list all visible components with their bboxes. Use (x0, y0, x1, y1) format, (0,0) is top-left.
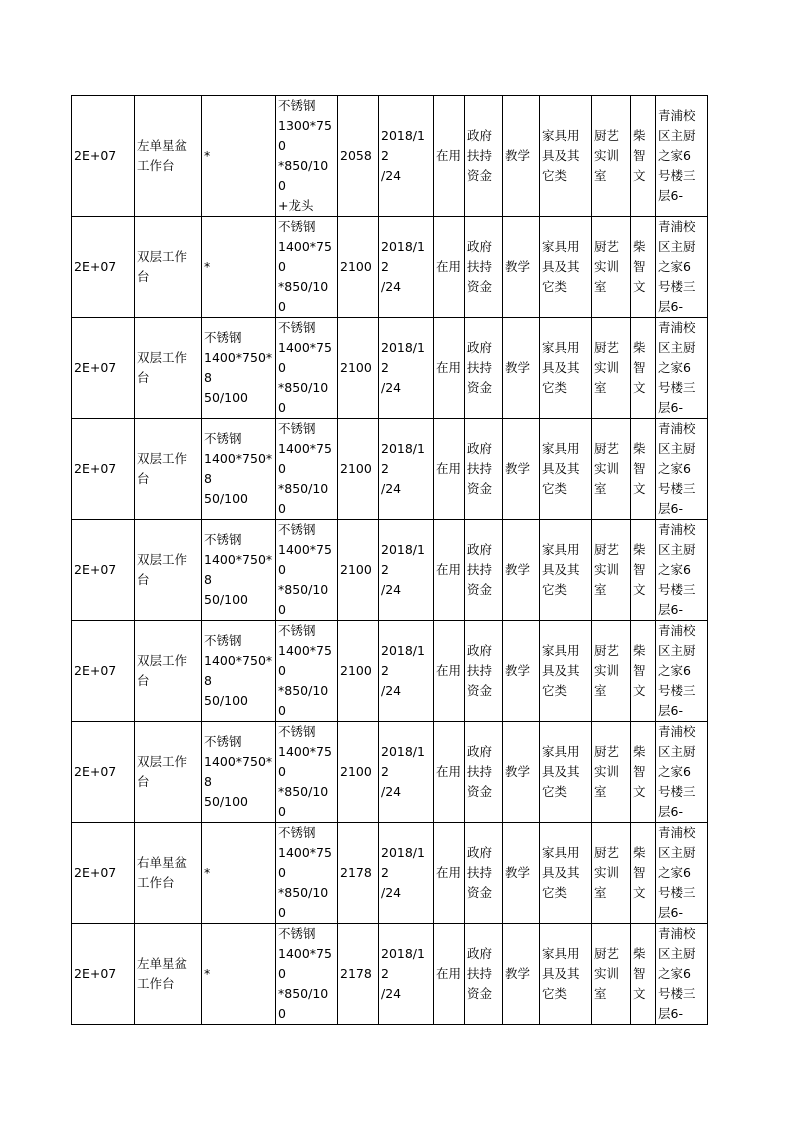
table-row (72, 722, 708, 823)
funding-source-cell: 政府 扶持 资金 (465, 722, 503, 823)
price-cell: 2100 (338, 621, 379, 722)
usage-cell: 教学 (503, 520, 540, 621)
usage-cell: 教学 (503, 924, 540, 1025)
category-cell: 家具用 具及其 它类 (540, 217, 592, 318)
category-cell: 家具用 具及其 它类 (540, 823, 592, 924)
keeper-cell: 柴 智 文 (631, 520, 656, 621)
location-cell: 青浦校 区主厨 之家6 号楼三 层6- (656, 318, 708, 419)
category-cell: 家具用 具及其 它类 (540, 419, 592, 520)
keeper-cell: 柴 智 文 (631, 823, 656, 924)
material-spec-cell: 不锈钢 1400*750 *850/100 (276, 217, 338, 318)
category-cell: 家具用 具及其 它类 (540, 520, 592, 621)
usage-cell: 教学 (503, 318, 540, 419)
room-cell: 厨艺 实训 室 (592, 520, 631, 621)
price-cell: 2100 (338, 318, 379, 419)
location-cell: 青浦校 区主厨 之家6 号楼三 层6- (656, 924, 708, 1025)
table-row (72, 621, 708, 722)
room-cell: 厨艺 实训 室 (592, 722, 631, 823)
table-row (72, 318, 708, 419)
price-cell: 2178 (338, 924, 379, 1025)
material-spec-cell: 不锈钢 1400*750 *850/100 (276, 621, 338, 722)
keeper-cell: 柴 智 文 (631, 419, 656, 520)
asset-name-cell: 左单星盆 工作台 (135, 924, 202, 1025)
asset-id-cell: 2E+07 (72, 217, 135, 318)
material-spec-cell: 不锈钢 1300*750 *850/100 +龙头 (276, 96, 338, 217)
location-cell: 青浦校 区主厨 之家6 号楼三 层6- (656, 217, 708, 318)
asset-name-cell: 右单星盆 工作台 (135, 823, 202, 924)
status-cell: 在用 (434, 722, 465, 823)
status-cell: 在用 (434, 96, 465, 217)
status-cell: 在用 (434, 621, 465, 722)
funding-source-cell: 政府 扶持 资金 (465, 96, 503, 217)
spec-cell: 不锈钢 1400*750*8 50/100 (202, 520, 276, 621)
category-cell: 家具用 具及其 它类 (540, 96, 592, 217)
asset-name-cell: 双层工作 台 (135, 520, 202, 621)
asset-name-cell: 双层工作 台 (135, 722, 202, 823)
funding-source-cell: 政府 扶持 资金 (465, 823, 503, 924)
status-cell: 在用 (434, 520, 465, 621)
asset-id-cell: 2E+07 (72, 722, 135, 823)
asset-id-cell: 2E+07 (72, 419, 135, 520)
asset-name-cell: 双层工作 台 (135, 621, 202, 722)
usage-cell: 教学 (503, 96, 540, 217)
funding-source-cell: 政府 扶持 资金 (465, 520, 503, 621)
category-cell: 家具用 具及其 它类 (540, 924, 592, 1025)
purchase-date-cell: 2018/12 /24 (379, 621, 434, 722)
material-spec-cell: 不锈钢 1400*750 *850/100 (276, 520, 338, 621)
material-spec-cell: 不锈钢 1400*750 *850/100 (276, 823, 338, 924)
purchase-date-cell: 2018/12 /24 (379, 217, 434, 318)
location-cell: 青浦校 区主厨 之家6 号楼三 层6- (656, 621, 708, 722)
funding-source-cell: 政府 扶持 资金 (465, 924, 503, 1025)
keeper-cell: 柴 智 文 (631, 621, 656, 722)
keeper-cell: 柴 智 文 (631, 96, 656, 217)
table-row (72, 823, 708, 924)
purchase-date-cell: 2018/12 /24 (379, 823, 434, 924)
location-cell: 青浦校 区主厨 之家6 号楼三 层6- (656, 419, 708, 520)
purchase-date-cell: 2018/12 /24 (379, 520, 434, 621)
asset-name-cell: 左单星盆 工作台 (135, 96, 202, 217)
material-spec-cell: 不锈钢 1400*750 *850/100 (276, 722, 338, 823)
asset-id-cell: 2E+07 (72, 924, 135, 1025)
status-cell: 在用 (434, 318, 465, 419)
location-cell: 青浦校 区主厨 之家6 号楼三 层6- (656, 823, 708, 924)
purchase-date-cell: 2018/12 /24 (379, 96, 434, 217)
price-cell: 2100 (338, 722, 379, 823)
asset-id-cell: 2E+07 (72, 96, 135, 217)
asset-name-cell: 双层工作 台 (135, 419, 202, 520)
funding-source-cell: 政府 扶持 资金 (465, 419, 503, 520)
spec-cell: * (202, 823, 276, 924)
asset-id-cell: 2E+07 (72, 621, 135, 722)
funding-source-cell: 政府 扶持 资金 (465, 318, 503, 419)
keeper-cell: 柴 智 文 (631, 924, 656, 1025)
funding-source-cell: 政府 扶持 资金 (465, 621, 503, 722)
room-cell: 厨艺 实训 室 (592, 419, 631, 520)
purchase-date-cell: 2018/12 /24 (379, 924, 434, 1025)
funding-source-cell: 政府 扶持 资金 (465, 217, 503, 318)
spec-cell: 不锈钢 1400*750*8 50/100 (202, 621, 276, 722)
room-cell: 厨艺 实训 室 (592, 318, 631, 419)
price-cell: 2100 (338, 520, 379, 621)
room-cell: 厨艺 实训 室 (592, 924, 631, 1025)
room-cell: 厨艺 实训 室 (592, 621, 631, 722)
spec-cell: * (202, 924, 276, 1025)
price-cell: 2178 (338, 823, 379, 924)
material-spec-cell: 不锈钢 1400*750 *850/100 (276, 318, 338, 419)
status-cell: 在用 (434, 217, 465, 318)
status-cell: 在用 (434, 419, 465, 520)
keeper-cell: 柴 智 文 (631, 217, 656, 318)
room-cell: 厨艺 实训 室 (592, 96, 631, 217)
category-cell: 家具用 具及其 它类 (540, 621, 592, 722)
table-row (72, 924, 708, 1025)
room-cell: 厨艺 实训 室 (592, 823, 631, 924)
material-spec-cell: 不锈钢 1400*750 *850/100 (276, 419, 338, 520)
asset-id-cell: 2E+07 (72, 318, 135, 419)
material-spec-cell: 不锈钢 1400*750 *850/100 (276, 924, 338, 1025)
table-row (72, 217, 708, 318)
asset-id-cell: 2E+07 (72, 823, 135, 924)
location-cell: 青浦校 区主厨 之家6 号楼三 层6- (656, 96, 708, 217)
category-cell: 家具用 具及其 它类 (540, 318, 592, 419)
asset-name-cell: 双层工作 台 (135, 217, 202, 318)
keeper-cell: 柴 智 文 (631, 318, 656, 419)
usage-cell: 教学 (503, 621, 540, 722)
spec-cell: 不锈钢 1400*750*8 50/100 (202, 722, 276, 823)
table-row (72, 419, 708, 520)
price-cell: 2058 (338, 96, 379, 217)
category-cell: 家具用 具及其 它类 (540, 722, 592, 823)
price-cell: 2100 (338, 419, 379, 520)
usage-cell: 教学 (503, 217, 540, 318)
purchase-date-cell: 2018/12 /24 (379, 318, 434, 419)
asset-name-cell: 双层工作 台 (135, 318, 202, 419)
table-row (72, 96, 708, 217)
location-cell: 青浦校 区主厨 之家6 号楼三 层6- (656, 520, 708, 621)
price-cell: 2100 (338, 217, 379, 318)
status-cell: 在用 (434, 924, 465, 1025)
asset-table (71, 95, 708, 1025)
purchase-date-cell: 2018/12 /24 (379, 419, 434, 520)
room-cell: 厨艺 实训 室 (592, 217, 631, 318)
asset-table-body (72, 96, 708, 1025)
status-cell: 在用 (434, 823, 465, 924)
spec-cell: 不锈钢 1400*750*8 50/100 (202, 318, 276, 419)
usage-cell: 教学 (503, 419, 540, 520)
location-cell: 青浦校 区主厨 之家6 号楼三 层6- (656, 722, 708, 823)
spec-cell: * (202, 96, 276, 217)
asset-id-cell: 2E+07 (72, 520, 135, 621)
usage-cell: 教学 (503, 722, 540, 823)
spec-cell: * (202, 217, 276, 318)
table-row (72, 520, 708, 621)
spec-cell: 不锈钢 1400*750*8 50/100 (202, 419, 276, 520)
purchase-date-cell: 2018/12 /24 (379, 722, 434, 823)
usage-cell: 教学 (503, 823, 540, 924)
keeper-cell: 柴 智 文 (631, 722, 656, 823)
